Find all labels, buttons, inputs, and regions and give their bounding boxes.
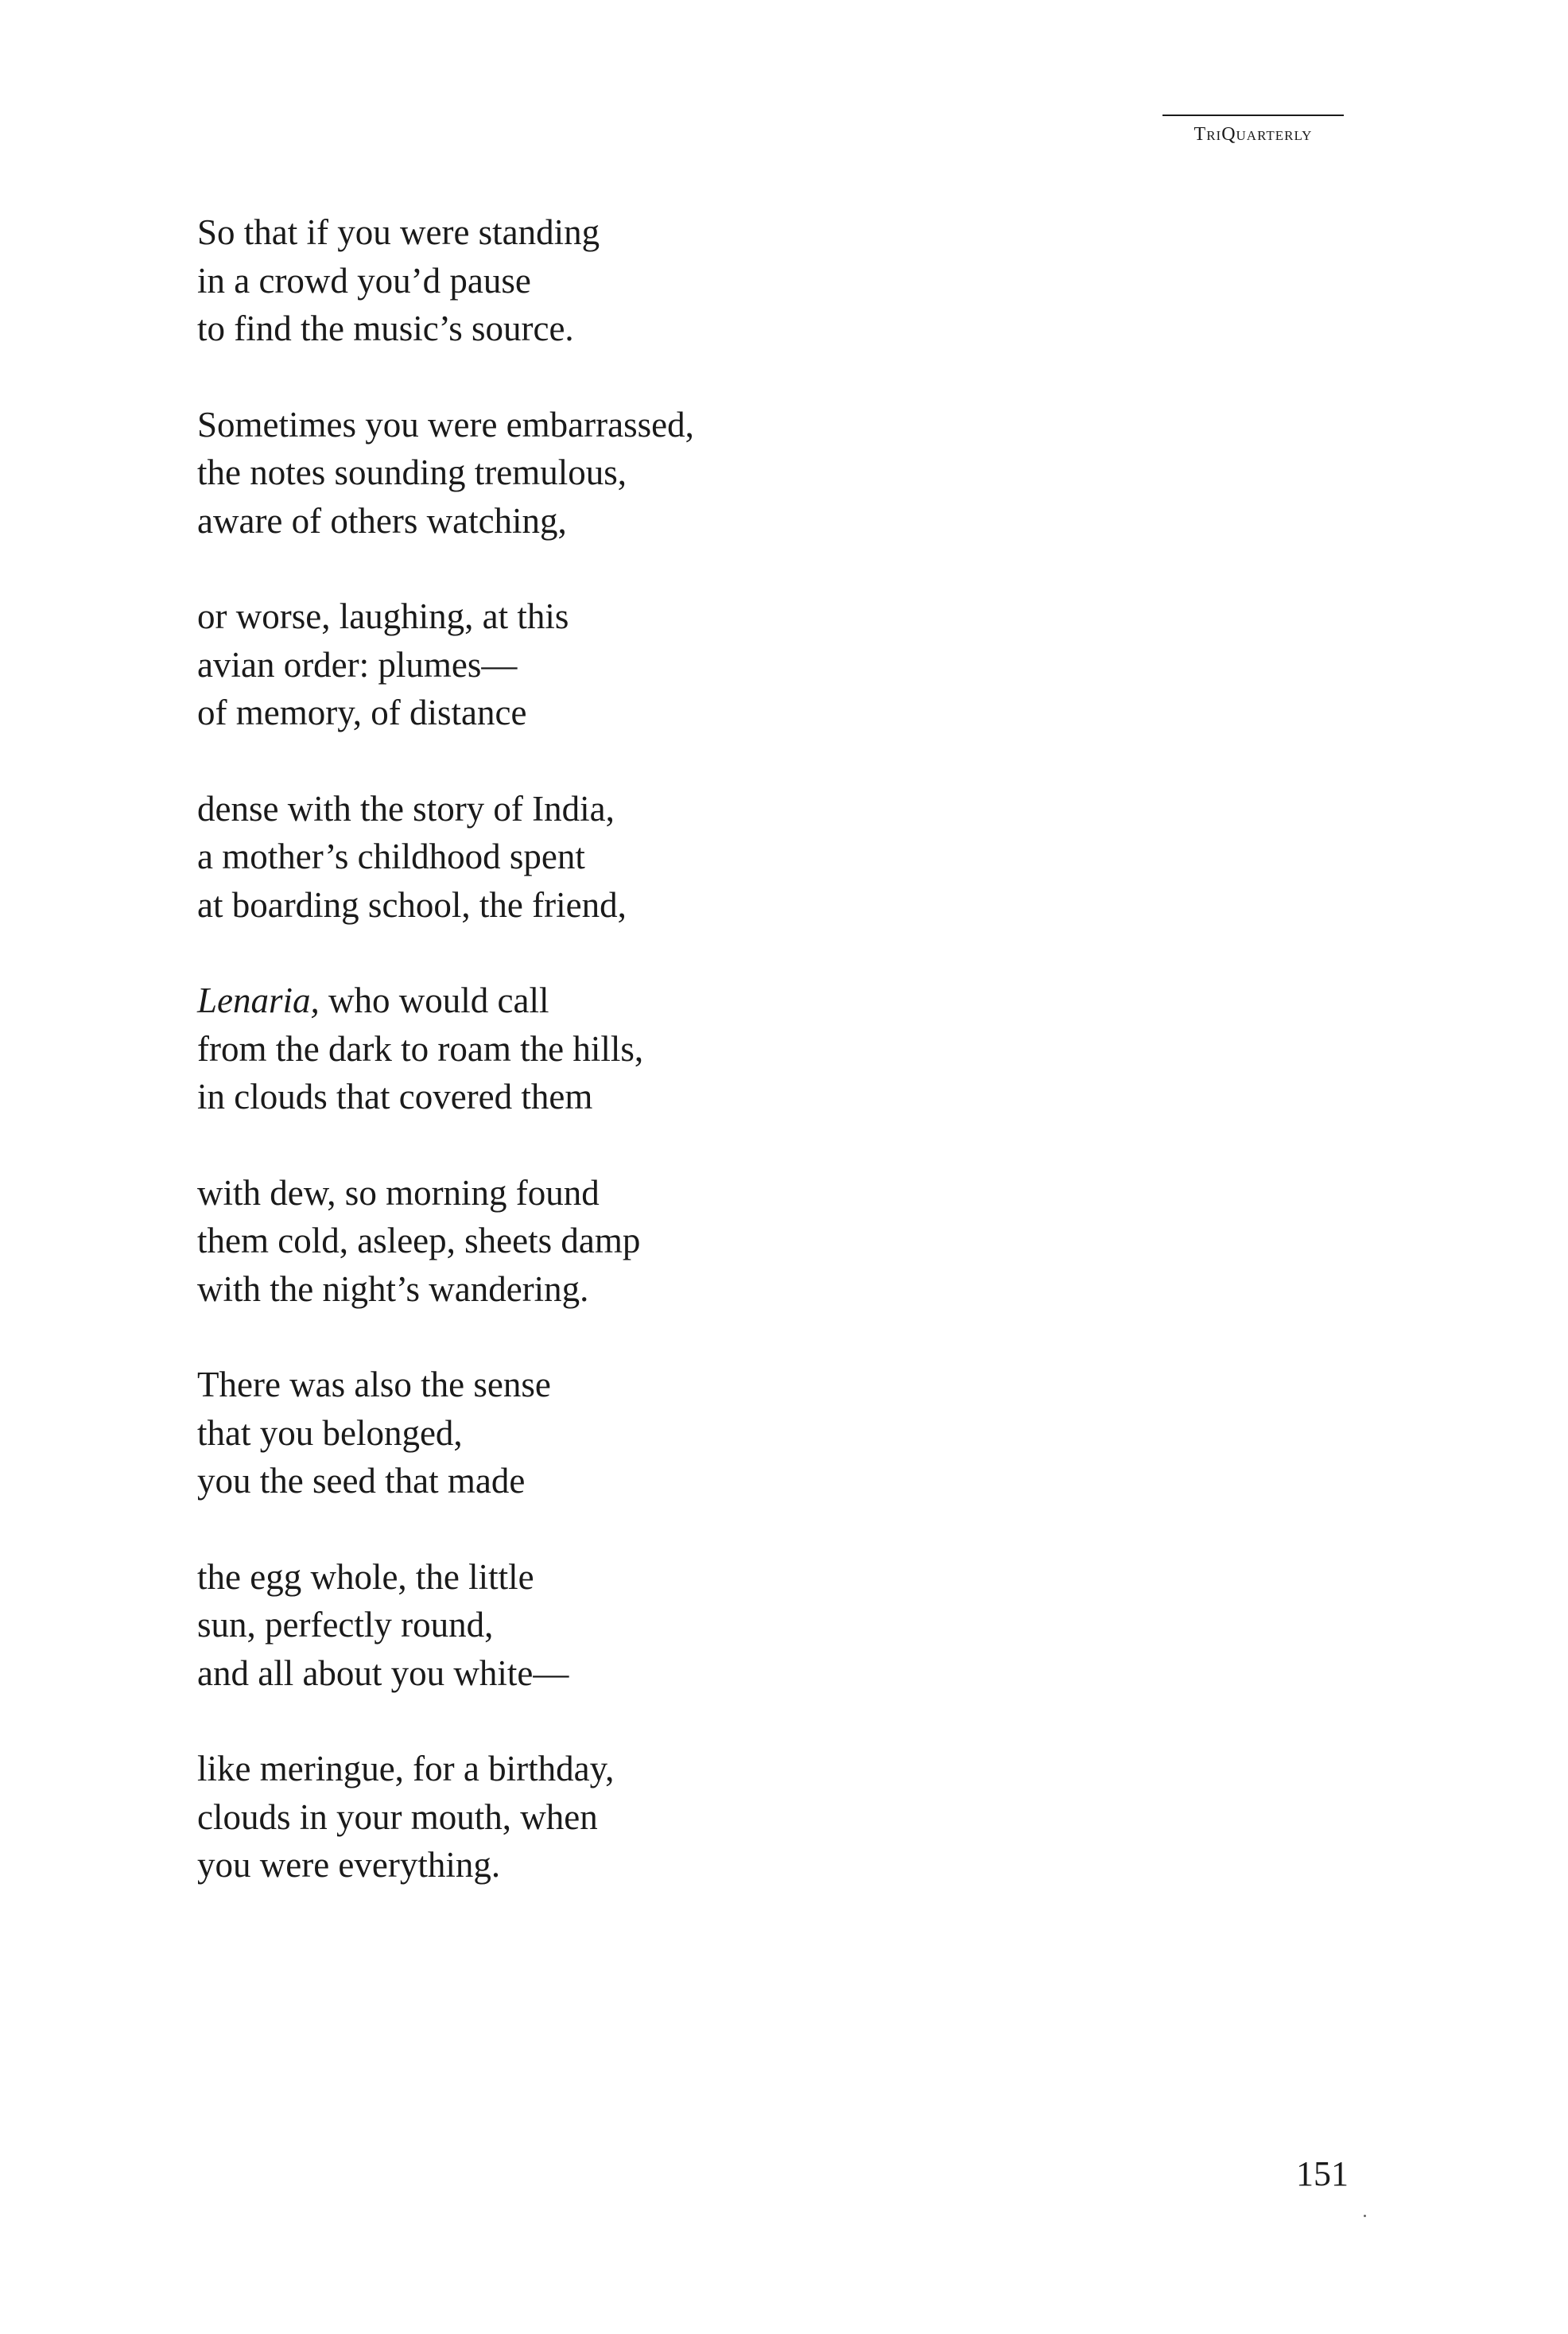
stanza-5 bbox=[197, 977, 1231, 1121]
poem-line: you the seed that made bbox=[197, 1461, 526, 1501]
poem-body bbox=[197, 208, 1231, 1937]
stanza-6 bbox=[197, 1169, 1231, 1314]
poem-line: the notes sounding tremulous, bbox=[197, 452, 627, 492]
poem-line: in clouds that covered them bbox=[197, 1077, 593, 1117]
poem-line: at boarding school, the friend, bbox=[197, 884, 627, 925]
stanza-9 bbox=[197, 1745, 1231, 1889]
poem-line: aware of others watching, bbox=[197, 500, 567, 541]
poem-line: a mother’s childhood spent bbox=[197, 837, 585, 876]
poem-line: Sometimes you were embarrassed, bbox=[197, 404, 694, 445]
poem-line: the egg whole, the little bbox=[197, 1556, 534, 1597]
stanza-4 bbox=[197, 785, 1231, 930]
print-speck bbox=[1364, 2215, 1366, 2217]
poem-line: or worse, laughing, at this bbox=[197, 596, 569, 636]
poem-line-rest: who would call bbox=[319, 981, 549, 1020]
stanza-7 bbox=[197, 1361, 1231, 1505]
page-number: 151 bbox=[1296, 2154, 1349, 2193]
poem-line: from the dark to roam the hills, bbox=[197, 1028, 644, 1069]
stanza-3 bbox=[197, 592, 1231, 737]
poem-line: like meringue, for a birthday, bbox=[197, 1749, 615, 1788]
poem-line: dense with the story of India, bbox=[197, 788, 615, 829]
poem-line: sun, perfectly round, bbox=[197, 1605, 494, 1645]
poem-line: There was also the sense bbox=[197, 1365, 551, 1404]
stanza-1 bbox=[197, 208, 1231, 353]
stanza-2 bbox=[197, 401, 1231, 546]
poem-line: of memory, of distance bbox=[197, 693, 527, 732]
poem-line: in a crowd you’d pause bbox=[197, 260, 531, 301]
poem-line: and all about you white— bbox=[197, 1652, 569, 1693]
poem-line-mixed bbox=[197, 977, 1231, 1025]
stanza-8 bbox=[197, 1553, 1231, 1698]
poem-line: that you belonged, bbox=[197, 1412, 463, 1453]
poem-line: with the night’s wandering. bbox=[197, 1268, 589, 1309]
poem-line: them cold, asleep, sheets damp bbox=[197, 1221, 641, 1260]
poem-line: So that if you were standing bbox=[197, 212, 600, 252]
italic-name: Lenaria, bbox=[197, 981, 320, 1020]
poem-line: clouds in your mouth, when bbox=[197, 1796, 598, 1837]
poem-line: you were everything. bbox=[197, 1845, 501, 1885]
poem-line: avian order: plumes— bbox=[197, 644, 518, 685]
poem-line: with dew, so morning found bbox=[197, 1172, 600, 1213]
poem-line: to find the music’s source. bbox=[197, 309, 574, 348]
running-head: TriQuarterly bbox=[1162, 115, 1344, 146]
